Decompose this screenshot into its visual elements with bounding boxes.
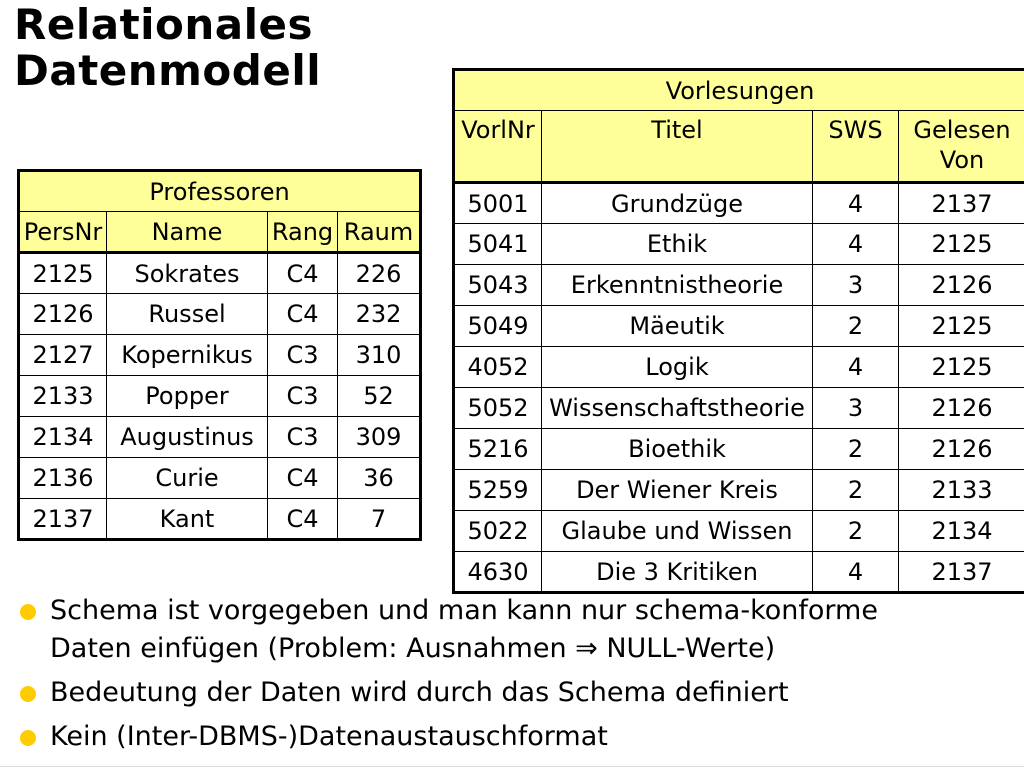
table-cell: 2134 xyxy=(899,511,1024,552)
table-cell: 2133 xyxy=(19,376,107,417)
table-cell: 5041 xyxy=(454,224,542,265)
table-cell: Popper xyxy=(107,376,268,417)
table-cell: 232 xyxy=(338,294,421,335)
table-cell: Mäeutik xyxy=(542,306,813,347)
table-cell: C3 xyxy=(268,335,338,376)
table-row xyxy=(19,458,421,499)
table-cell: Wissenschaftstheorie xyxy=(542,388,813,429)
table-cell: C3 xyxy=(268,417,338,458)
table-cell: 2137 xyxy=(899,552,1024,593)
table-cell: Die 3 Kritiken xyxy=(542,552,813,593)
table-cell: 2137 xyxy=(19,499,107,540)
table-row xyxy=(454,511,1024,552)
table-row xyxy=(454,306,1024,347)
table-row xyxy=(454,347,1024,388)
table-cell: 2126 xyxy=(19,294,107,335)
table-cell: 36 xyxy=(338,458,421,499)
table-row xyxy=(19,253,421,294)
table-cell: Sokrates xyxy=(107,253,268,294)
table-row xyxy=(19,499,421,540)
table-row xyxy=(454,224,1024,265)
column-header: Gelesen Von xyxy=(899,111,1024,183)
vorlesungen-rows xyxy=(454,183,1024,593)
table-cell: 5022 xyxy=(454,511,542,552)
table-cell: 5001 xyxy=(454,183,542,224)
table-cell: 2137 xyxy=(899,183,1024,224)
table-cell: 2126 xyxy=(899,388,1024,429)
table-cell: Glaube und Wissen xyxy=(542,511,813,552)
bullet-item xyxy=(18,718,1018,756)
table-cell: 7 xyxy=(338,499,421,540)
table-cell: 5259 xyxy=(454,470,542,511)
table-row xyxy=(454,470,1024,511)
table-cell: 2125 xyxy=(899,224,1024,265)
table-cell: 4052 xyxy=(454,347,542,388)
table-cell: 4 xyxy=(813,224,899,265)
table-cell: 4 xyxy=(813,552,899,593)
table-cell: 2 xyxy=(813,306,899,347)
bullet-text-line-1: Schema ist vorgegeben und man kann nur schema-konforme xyxy=(50,595,878,626)
table-cell: Kopernikus xyxy=(107,335,268,376)
table-cell: 52 xyxy=(338,376,421,417)
bullet-list xyxy=(18,592,1018,762)
table-cell: 2 xyxy=(813,470,899,511)
table-cell: Erkenntnistheorie xyxy=(542,265,813,306)
table-cell: C4 xyxy=(268,499,338,540)
table-cell: 309 xyxy=(338,417,421,458)
divider xyxy=(0,766,1024,767)
table-row xyxy=(19,417,421,458)
table-cell: 2134 xyxy=(19,417,107,458)
table-cell: Grundzüge xyxy=(542,183,813,224)
table-cell: Kant xyxy=(107,499,268,540)
table-cell: 2127 xyxy=(19,335,107,376)
table-cell: 3 xyxy=(813,388,899,429)
table-cell: 2 xyxy=(813,511,899,552)
table-cell: 4630 xyxy=(454,552,542,593)
table-cell: 4 xyxy=(813,183,899,224)
table-cell: 5216 xyxy=(454,429,542,470)
table-cell: 2126 xyxy=(899,265,1024,306)
table-cell: Der Wiener Kreis xyxy=(542,470,813,511)
bullet-dot-icon xyxy=(20,686,36,702)
table-cell: Augustinus xyxy=(107,417,268,458)
bullet-text-line-2: Daten einfügen (Problem: Ausnahmen ⇒ NULL-Werte) xyxy=(50,633,776,664)
column-header: Rang xyxy=(268,212,338,253)
column-header: Raum xyxy=(338,212,421,253)
table-cell: 5049 xyxy=(454,306,542,347)
table-cell: 4 xyxy=(813,347,899,388)
bullet-item xyxy=(18,674,1018,712)
table-cell: 2125 xyxy=(19,253,107,294)
vorlesungen-caption: Vorlesungen xyxy=(454,70,1024,111)
table-cell: 2125 xyxy=(899,347,1024,388)
column-header: SWS xyxy=(813,111,899,183)
table-row xyxy=(454,429,1024,470)
bullet-text: Bedeutung der Daten wird durch das Schema definiert xyxy=(50,677,789,708)
table-cell: 2133 xyxy=(899,470,1024,511)
table-row xyxy=(454,388,1024,429)
bullet-dot-icon xyxy=(20,604,36,620)
table-cell: 3 xyxy=(813,265,899,306)
vorlesungen-table xyxy=(452,68,1024,594)
table-cell: 310 xyxy=(338,335,421,376)
column-header: PersNr xyxy=(19,212,107,253)
table-cell: 5052 xyxy=(454,388,542,429)
table-cell: 226 xyxy=(338,253,421,294)
table-cell: 2136 xyxy=(19,458,107,499)
table-cell: C4 xyxy=(268,458,338,499)
slide-title-line-2: Datenmodell xyxy=(14,46,322,95)
table-row xyxy=(19,294,421,335)
column-header: Name xyxy=(107,212,268,253)
professoren-caption: Professoren xyxy=(19,171,421,212)
professoren-rows xyxy=(19,253,421,540)
table-cell: C4 xyxy=(268,294,338,335)
bullet-dot-icon xyxy=(20,730,36,746)
table-cell: C3 xyxy=(268,376,338,417)
bullet-item xyxy=(18,592,1018,668)
table-row xyxy=(454,183,1024,224)
table-cell: Bioethik xyxy=(542,429,813,470)
table-cell: Curie xyxy=(107,458,268,499)
table-row xyxy=(19,376,421,417)
table-cell: 5043 xyxy=(454,265,542,306)
table-row xyxy=(19,335,421,376)
table-row xyxy=(454,552,1024,593)
table-cell: 2 xyxy=(813,429,899,470)
table-cell: 2126 xyxy=(899,429,1024,470)
table-cell: Logik xyxy=(542,347,813,388)
slide-title-line-1: Relationales xyxy=(14,0,314,49)
column-header: Titel xyxy=(542,111,813,183)
table-row xyxy=(454,265,1024,306)
bullet-text: Kein (Inter-DBMS-)Datenaustauschformat xyxy=(50,721,608,752)
table-cell: Russel xyxy=(107,294,268,335)
professoren-table xyxy=(17,169,422,541)
table-cell: C4 xyxy=(268,253,338,294)
slide-title xyxy=(14,2,321,94)
table-cell: 2125 xyxy=(899,306,1024,347)
table-cell: Ethik xyxy=(542,224,813,265)
column-header: VorlNr xyxy=(454,111,542,183)
